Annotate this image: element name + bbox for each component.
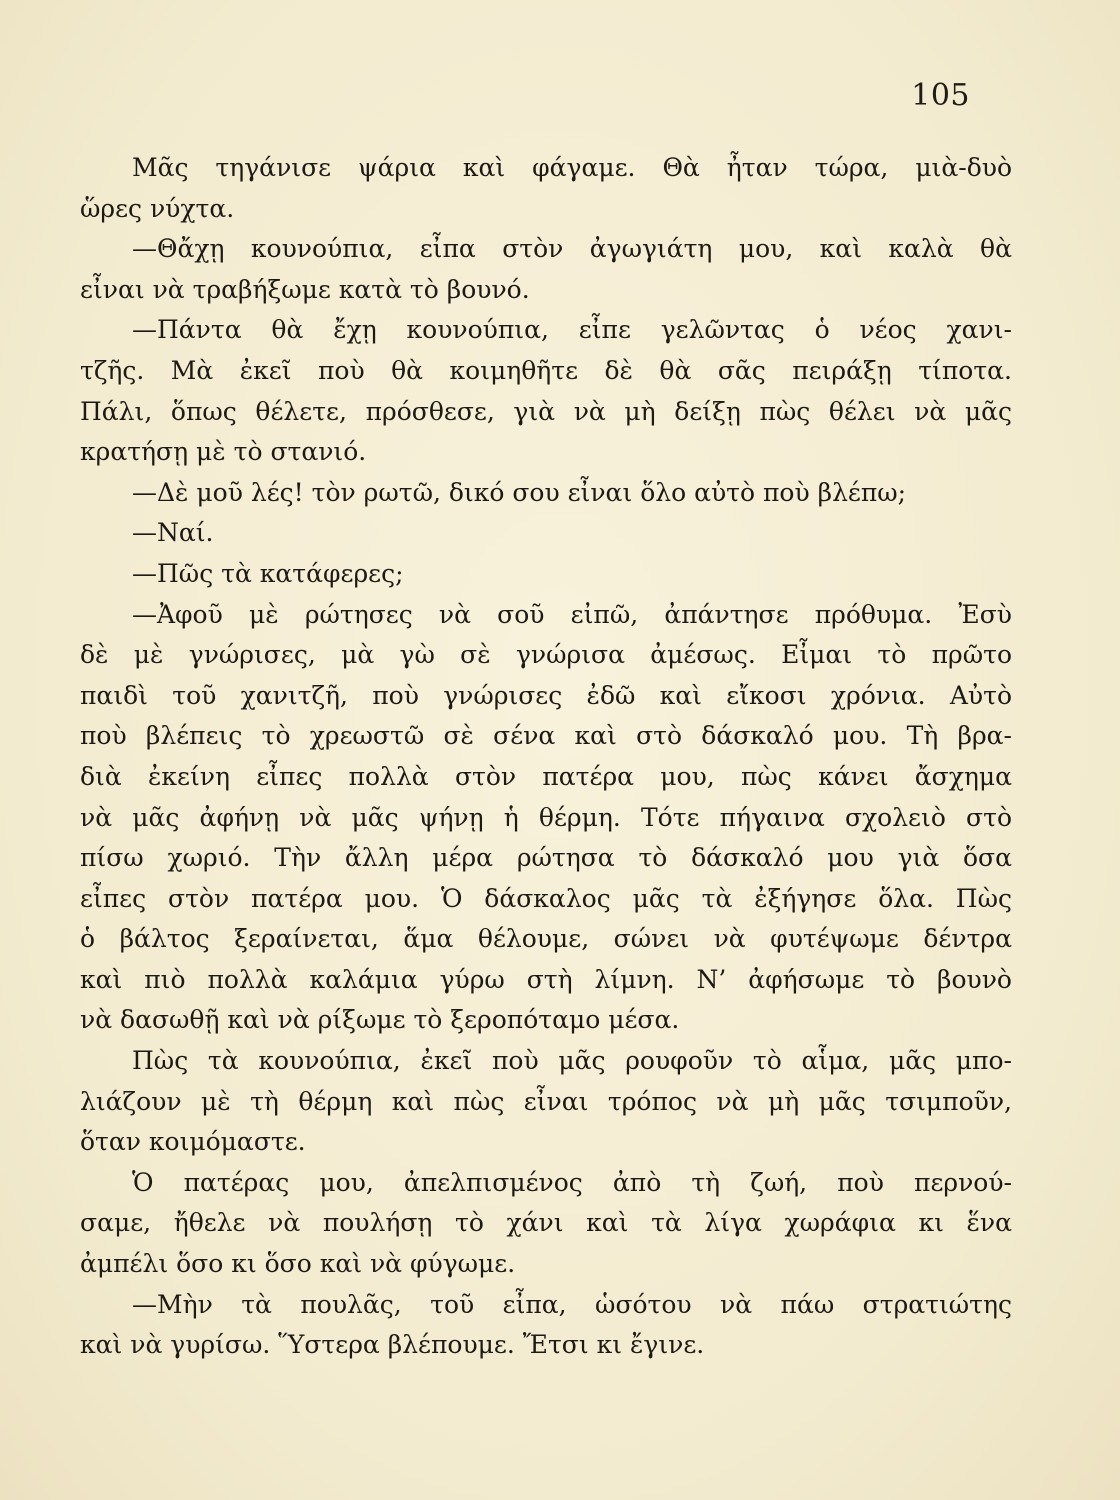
text-line-content: ὅταν κοιμόμαστε. [80, 1127, 306, 1157]
text-line [80, 1325, 1012, 1366]
text-line-content: —Μὴν τὰ πουλᾶς, τοῦ εἶπα, ὡσότου νὰ πάω στρατιώτης [132, 1289, 1012, 1319]
text-line [80, 838, 1012, 879]
text-line [80, 554, 1012, 595]
text-line-content: λιάζουν μὲ τὴ θέρμη καὶ πὼς εἶναι τρόπος νὰ μὴ μᾶς τσιμποῦν, [80, 1086, 1012, 1116]
text-line [80, 229, 1012, 270]
text-line-content: Ὁ πατέρας μου, ἀπελπισμένος ἀπὸ τὴ ζωή, ποὺ περνού- [132, 1167, 1012, 1197]
text-line [80, 960, 1012, 1001]
text-line [80, 1041, 1012, 1082]
text-line [80, 716, 1012, 757]
text-line [80, 1082, 1012, 1123]
text-line [80, 1122, 1012, 1163]
text-line-content: —Θἄχῃ κουνούπια, εἶπα στὸν ἀγωγιάτη μου, καὶ καλὰ θὰ [132, 234, 1012, 264]
text-line [80, 513, 1012, 554]
text-line-content: δὲ μὲ γνώρισες, μὰ γὼ σὲ γνώρισα ἀμέσως. Εἶμαι τὸ πρῶτο [80, 640, 1012, 670]
text-line-content: —Ναί. [132, 518, 214, 548]
text-line-content: διὰ ἐκείνη εἶπες πολλὰ στὸν πατέρα μου, πὼς κάνει ἄσχημα [80, 761, 1012, 791]
text-line [80, 1203, 1012, 1244]
text-line-content: ποὺ βλέπεις τὸ χρεωστῶ σὲ σένα καὶ στὸ δάσκαλό μου. Τὴ βρα- [80, 721, 1012, 751]
text-line [80, 1163, 1012, 1204]
text-line [80, 148, 1012, 189]
text-line-content: —Ἀφοῦ μὲ ρώτησες νὰ σοῦ εἰπῶ, ἀπάντησε πρόθυμα. Ἐσὺ [132, 599, 1012, 629]
text-line-content: εἶναι νὰ τραβήξωμε κατὰ τὸ βουνό. [80, 274, 530, 304]
text-line-content: ἀμπέλι ὅσο κι ὅσο καὶ νὰ φύγωμε. [80, 1249, 516, 1279]
text-line [80, 1000, 1012, 1041]
text-line [80, 595, 1012, 636]
text-line-content: Πάλι, ὅπως θέλετε, πρόσθεσε, γιὰ νὰ μὴ δείξῃ πὼς θέλει νὰ μᾶς [80, 396, 1012, 426]
text-line-content: νὰ δασωθῇ καὶ νὰ ρίξωμε τὸ ξεροπόταμο μέσα. [80, 1005, 680, 1035]
text-line [80, 798, 1012, 839]
text-line-content: σαμε, ἤθελε νὰ πουλήσῃ τὸ χάνι καὶ τὰ λίγα χωράφια κι ἕνα [80, 1208, 1012, 1238]
text-line [80, 270, 1012, 311]
text-line [80, 879, 1012, 920]
text-line [80, 757, 1012, 798]
text-line-content: —Πάντα θὰ ἔχῃ κουνούπια, εἶπε γελῶντας ὁ νέος χανι- [132, 315, 1012, 345]
text-line-content: —Δὲ μοῦ λές! τὸν ρωτῶ, δικό σου εἶναι ὅλο αὐτὸ ποὺ βλέπω; [132, 477, 907, 507]
text-line-content: κρατήσῃ μὲ τὸ στανιό. [80, 437, 367, 467]
text-line-content: Πὼς τὰ κουνούπια, ἐκεῖ ποὺ μᾶς ρουφοῦν τὸ αἷμα, μᾶς μπο- [132, 1046, 1012, 1076]
text-line [80, 676, 1012, 717]
text-line [80, 1244, 1012, 1285]
text-line-content: πίσω χωριό. Τὴν ἄλλη μέρα ρώτησα τὸ δάσκαλό μου γιὰ ὅσα [80, 843, 1012, 873]
text-line-content: ὁ βάλτος ξεραίνεται, ἅμα θέλουμε, σώνει νὰ φυτέψωμε δέντρα [80, 924, 1012, 954]
text-line-content: παιδὶ τοῦ χανιτζῆ, ποὺ γνώρισες ἐδῶ καὶ εἴκοσι χρόνια. Αὐτὸ [80, 680, 1012, 710]
body-text [80, 148, 1012, 1366]
text-line [80, 432, 1012, 473]
text-line [80, 635, 1012, 676]
text-line [80, 351, 1012, 392]
text-line-content: —Πῶς τὰ κατάφερες; [132, 558, 404, 588]
text-line [80, 1285, 1012, 1326]
text-line [80, 310, 1012, 351]
text-line [80, 392, 1012, 433]
text-line-content: εἶπες στὸν πατέρα μου. Ὁ δάσκαλος μᾶς τὰ ἐξήγησε ὅλα. Πὼς [80, 883, 1012, 913]
text-line-content: Μᾶς τηγάνισε ψάρια καὶ φάγαμε. Θὰ ἦταν τώρα, μιὰ-δυὸ [132, 153, 1012, 182]
text-line [80, 189, 1012, 230]
text-line-content: νὰ μᾶς ἀφήνῃ νὰ μᾶς ψήνῃ ἡ θέρμη. Τότε πήγαινα σχολειὸ στὸ [80, 802, 1012, 832]
page-number: 105 [911, 78, 970, 113]
text-line-content: καὶ νὰ γυρίσω. Ὕστερα βλέπουμε. Ἔτσι κι ἔγινε. [80, 1330, 705, 1360]
text-line [80, 919, 1012, 960]
text-line [80, 473, 1012, 514]
text-line-content: ὥρες νύχτα. [80, 193, 235, 223]
text-line-content: καὶ πιὸ πολλὰ καλάμια γύρω στὴ λίμνη. Ν’ ἀφήσωμε τὸ βουνὸ [80, 964, 1012, 994]
text-line-content: τζῆς. Μὰ ἐκεῖ ποὺ θὰ κοιμηθῆτε δὲ θὰ σᾶς πειράξῃ τίποτα. [80, 355, 1012, 385]
